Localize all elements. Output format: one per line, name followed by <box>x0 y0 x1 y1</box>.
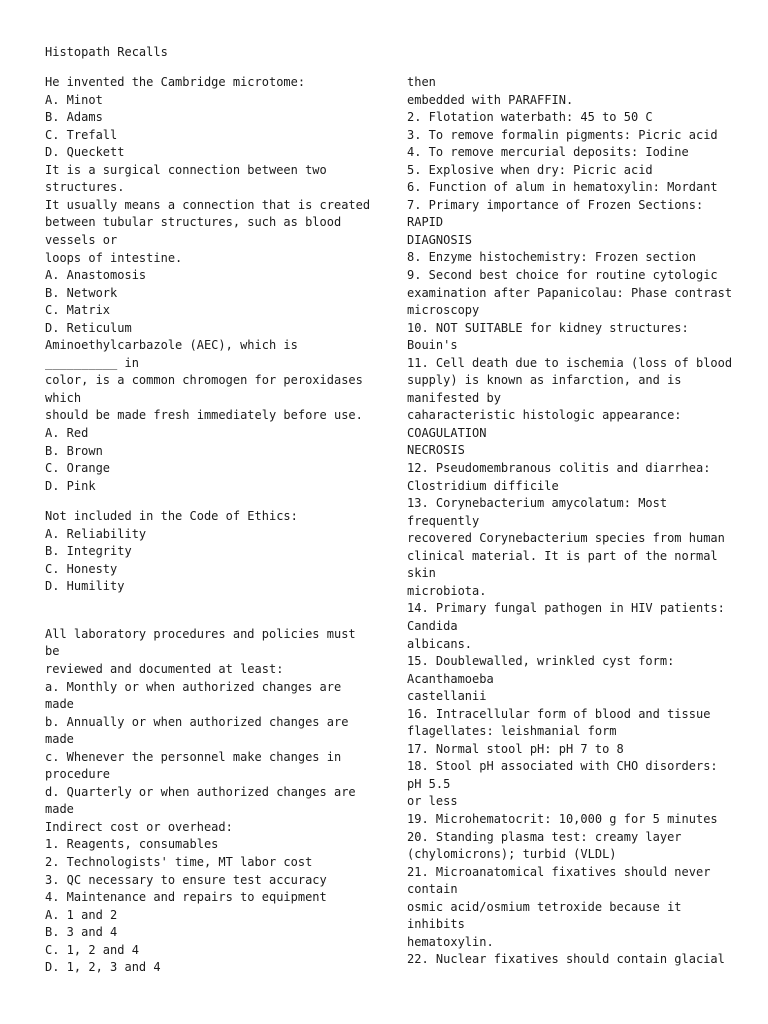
text-line: frequently <box>407 513 480 528</box>
question-text: It is a surgical connection between two <box>45 162 327 177</box>
question-ethics <box>45 508 365 596</box>
text-line: hematoxylin. <box>407 934 494 949</box>
text-line: 11. Cell death due to ischemia (loss of blood <box>407 355 733 370</box>
answer-option: c. Whenever the personnel make changes in <box>45 749 342 764</box>
text-line: 8. Enzyme histochemistry: Frozen section <box>407 250 696 265</box>
answer-option: B. Adams <box>45 110 103 125</box>
text-line: 18. Stool pH associated with CHO disorders: <box>407 759 718 774</box>
answer-option: B. Network <box>45 285 118 300</box>
text-line: 4. To remove mercurial deposits: Iodine <box>407 145 689 160</box>
answer-option: B. Integrity <box>45 544 132 559</box>
text-line: Candida <box>407 618 458 633</box>
question-text: loops of intestine. <box>45 250 183 265</box>
text-line: COAGULATION <box>407 425 487 440</box>
text-line: 17. Normal stool pH: pH 7 to 8 <box>407 741 624 756</box>
question-text: It usually means a connection that is created <box>45 197 371 212</box>
text-line: flagellates: leishmanial form <box>407 724 617 739</box>
text-line: clinical material. It is part of the normal <box>407 548 718 563</box>
text-line: 15. Doublewalled, wrinkled cyst form: <box>407 654 675 669</box>
question-text: color, is a common chromogen for peroxidases <box>45 373 363 388</box>
text-line: osmic acid/osmium tetroxide because it <box>407 899 682 914</box>
answer-option: C. Honesty <box>45 561 118 576</box>
text-line: NECROSIS <box>407 443 465 458</box>
answer-option: D. Humility <box>45 579 125 594</box>
text-line: examination after Papanicolau: Phase contrast <box>407 285 733 300</box>
text-line: DIAGNOSIS <box>407 232 473 247</box>
question-text: structures. <box>45 180 125 195</box>
question-text: He invented the Cambridge microtome: <box>45 75 306 90</box>
answer-option: a. Monthly or when authorized changes are <box>45 679 342 694</box>
answer-option: B. 3 and 4 <box>45 925 118 940</box>
answer-option: C. 1, 2 and 4 <box>45 942 139 957</box>
spacer <box>45 62 365 75</box>
list-item: 2. Technologists' time, MT labor cost <box>45 855 313 870</box>
answer-option: procedure <box>45 767 111 782</box>
text-line: embedded with PARAFFIN. <box>407 92 574 107</box>
text-line: manifested by <box>407 390 501 405</box>
question-text: __________ in <box>45 355 139 370</box>
text-line: pH 5.5 <box>407 776 451 791</box>
text-line: 14. Primary fungal pathogen in HIV patients: <box>407 601 725 616</box>
answer-option: D. Reticulum <box>45 320 132 335</box>
question-text: Aminoethylcarbazole (AEC), which is <box>45 338 298 353</box>
text-line: albicans. <box>407 636 473 651</box>
answer-option: D. Queckett <box>45 145 125 160</box>
question-microtome <box>45 74 365 162</box>
answer-option: A. Reliability <box>45 526 147 541</box>
text-line: or less <box>407 794 458 809</box>
answer-option: A. Anastomosis <box>45 268 147 283</box>
text-line: skin <box>407 566 436 581</box>
text-line: contain <box>407 882 458 897</box>
question-text: be <box>45 644 60 659</box>
text-line: Bouin's <box>407 338 458 353</box>
answer-option: D. 1, 2, 3 and 4 <box>45 960 161 975</box>
list-item: 3. QC necessary to ensure test accuracy <box>45 872 327 887</box>
text-line: recovered Corynebacterium species from human <box>407 531 725 546</box>
text-line: (chylomicrons); turbid (VLDL) <box>407 847 617 862</box>
answer-option: made <box>45 697 74 712</box>
question-procedures <box>45 626 365 977</box>
question-text: Indirect cost or overhead: <box>45 819 233 834</box>
answer-option: b. Annually or when authorized changes are <box>45 714 349 729</box>
answer-option: C. Trefall <box>45 127 118 142</box>
text-line: Clostridium difficile <box>407 478 559 493</box>
text-line: supply) is known as infarction, and is <box>407 373 682 388</box>
question-text: reviewed and documented at least: <box>45 662 284 676</box>
answer-option: A. 1 and 2 <box>45 907 118 922</box>
answer-option: C. Matrix <box>45 303 111 318</box>
question-text: which <box>45 390 82 405</box>
text-line: castellanii <box>407 689 487 704</box>
answer-option: made <box>45 802 74 817</box>
text-line: 16. Intracellular form of blood and tissue <box>407 706 711 721</box>
question-text: All laboratory procedures and policies must <box>45 626 356 641</box>
answer-option: A. Minot <box>45 92 103 107</box>
question-aec <box>45 337 365 495</box>
text-line: 7. Primary importance of Frozen Sections: <box>407 197 704 212</box>
text-line: 22. Nuclear fixatives should contain glacial <box>407 952 725 967</box>
text-line: microbiota. <box>407 583 487 598</box>
text-line: 3. To remove formalin pigments: Picric acid <box>407 127 718 142</box>
question-text: should be made fresh immediately before use. <box>45 408 363 423</box>
text-line: 2. Flotation waterbath: 45 to 50 C <box>407 110 653 125</box>
question-text: vessels or <box>45 232 118 247</box>
text-line: 13. Corynebacterium amycolatum: Most <box>407 496 668 511</box>
text-line: Acanthamoeba <box>407 671 494 686</box>
question-anastomosis <box>45 162 371 337</box>
answer-option: C. Orange <box>45 461 111 476</box>
text-line: 5. Explosive when dry: Picric acid <box>407 162 653 177</box>
text-line: 20. Standing plasma test: creamy layer <box>407 829 682 844</box>
question-text: between tubular structures, such as blood <box>45 215 342 230</box>
spacer <box>45 495 365 508</box>
answer-option: B. Brown <box>45 443 103 458</box>
question-text: Not included in the Code of Ethics: <box>45 509 298 524</box>
left-column <box>45 44 371 977</box>
text-line: inhibits <box>407 917 465 932</box>
right-column <box>407 74 737 969</box>
list-item: 1. Reagents, consumables <box>45 837 219 852</box>
text-line: 19. Microhematocrit: 10,000 g for 5 minutes <box>407 811 718 826</box>
document-title: Histopath Recalls <box>45 45 168 59</box>
text-line: 12. Pseudomembranous colitis and diarrhea: <box>407 461 711 476</box>
answer-option: d. Quarterly or when authorized changes are <box>45 784 356 799</box>
answer-option: D. Pink <box>45 478 96 493</box>
list-item: 4. Maintenance and repairs to equipment <box>45 890 327 905</box>
answer-option: made <box>45 732 74 747</box>
text-line: RAPID <box>407 215 444 230</box>
spacer <box>45 596 365 626</box>
text-line: then <box>407 75 436 89</box>
text-line: caharacteristic histologic appearance: <box>407 408 682 423</box>
text-line: 9. Second best choice for routine cytologic <box>407 268 718 283</box>
text-line: 6. Function of alum in hematoxylin: Mordant <box>407 180 718 195</box>
text-line: 21. Microanatomical fixatives should never <box>407 864 711 879</box>
text-line: microscopy <box>407 303 480 318</box>
answer-option: A. Red <box>45 425 89 440</box>
text-line: 10. NOT SUITABLE for kidney structures: <box>407 320 689 335</box>
